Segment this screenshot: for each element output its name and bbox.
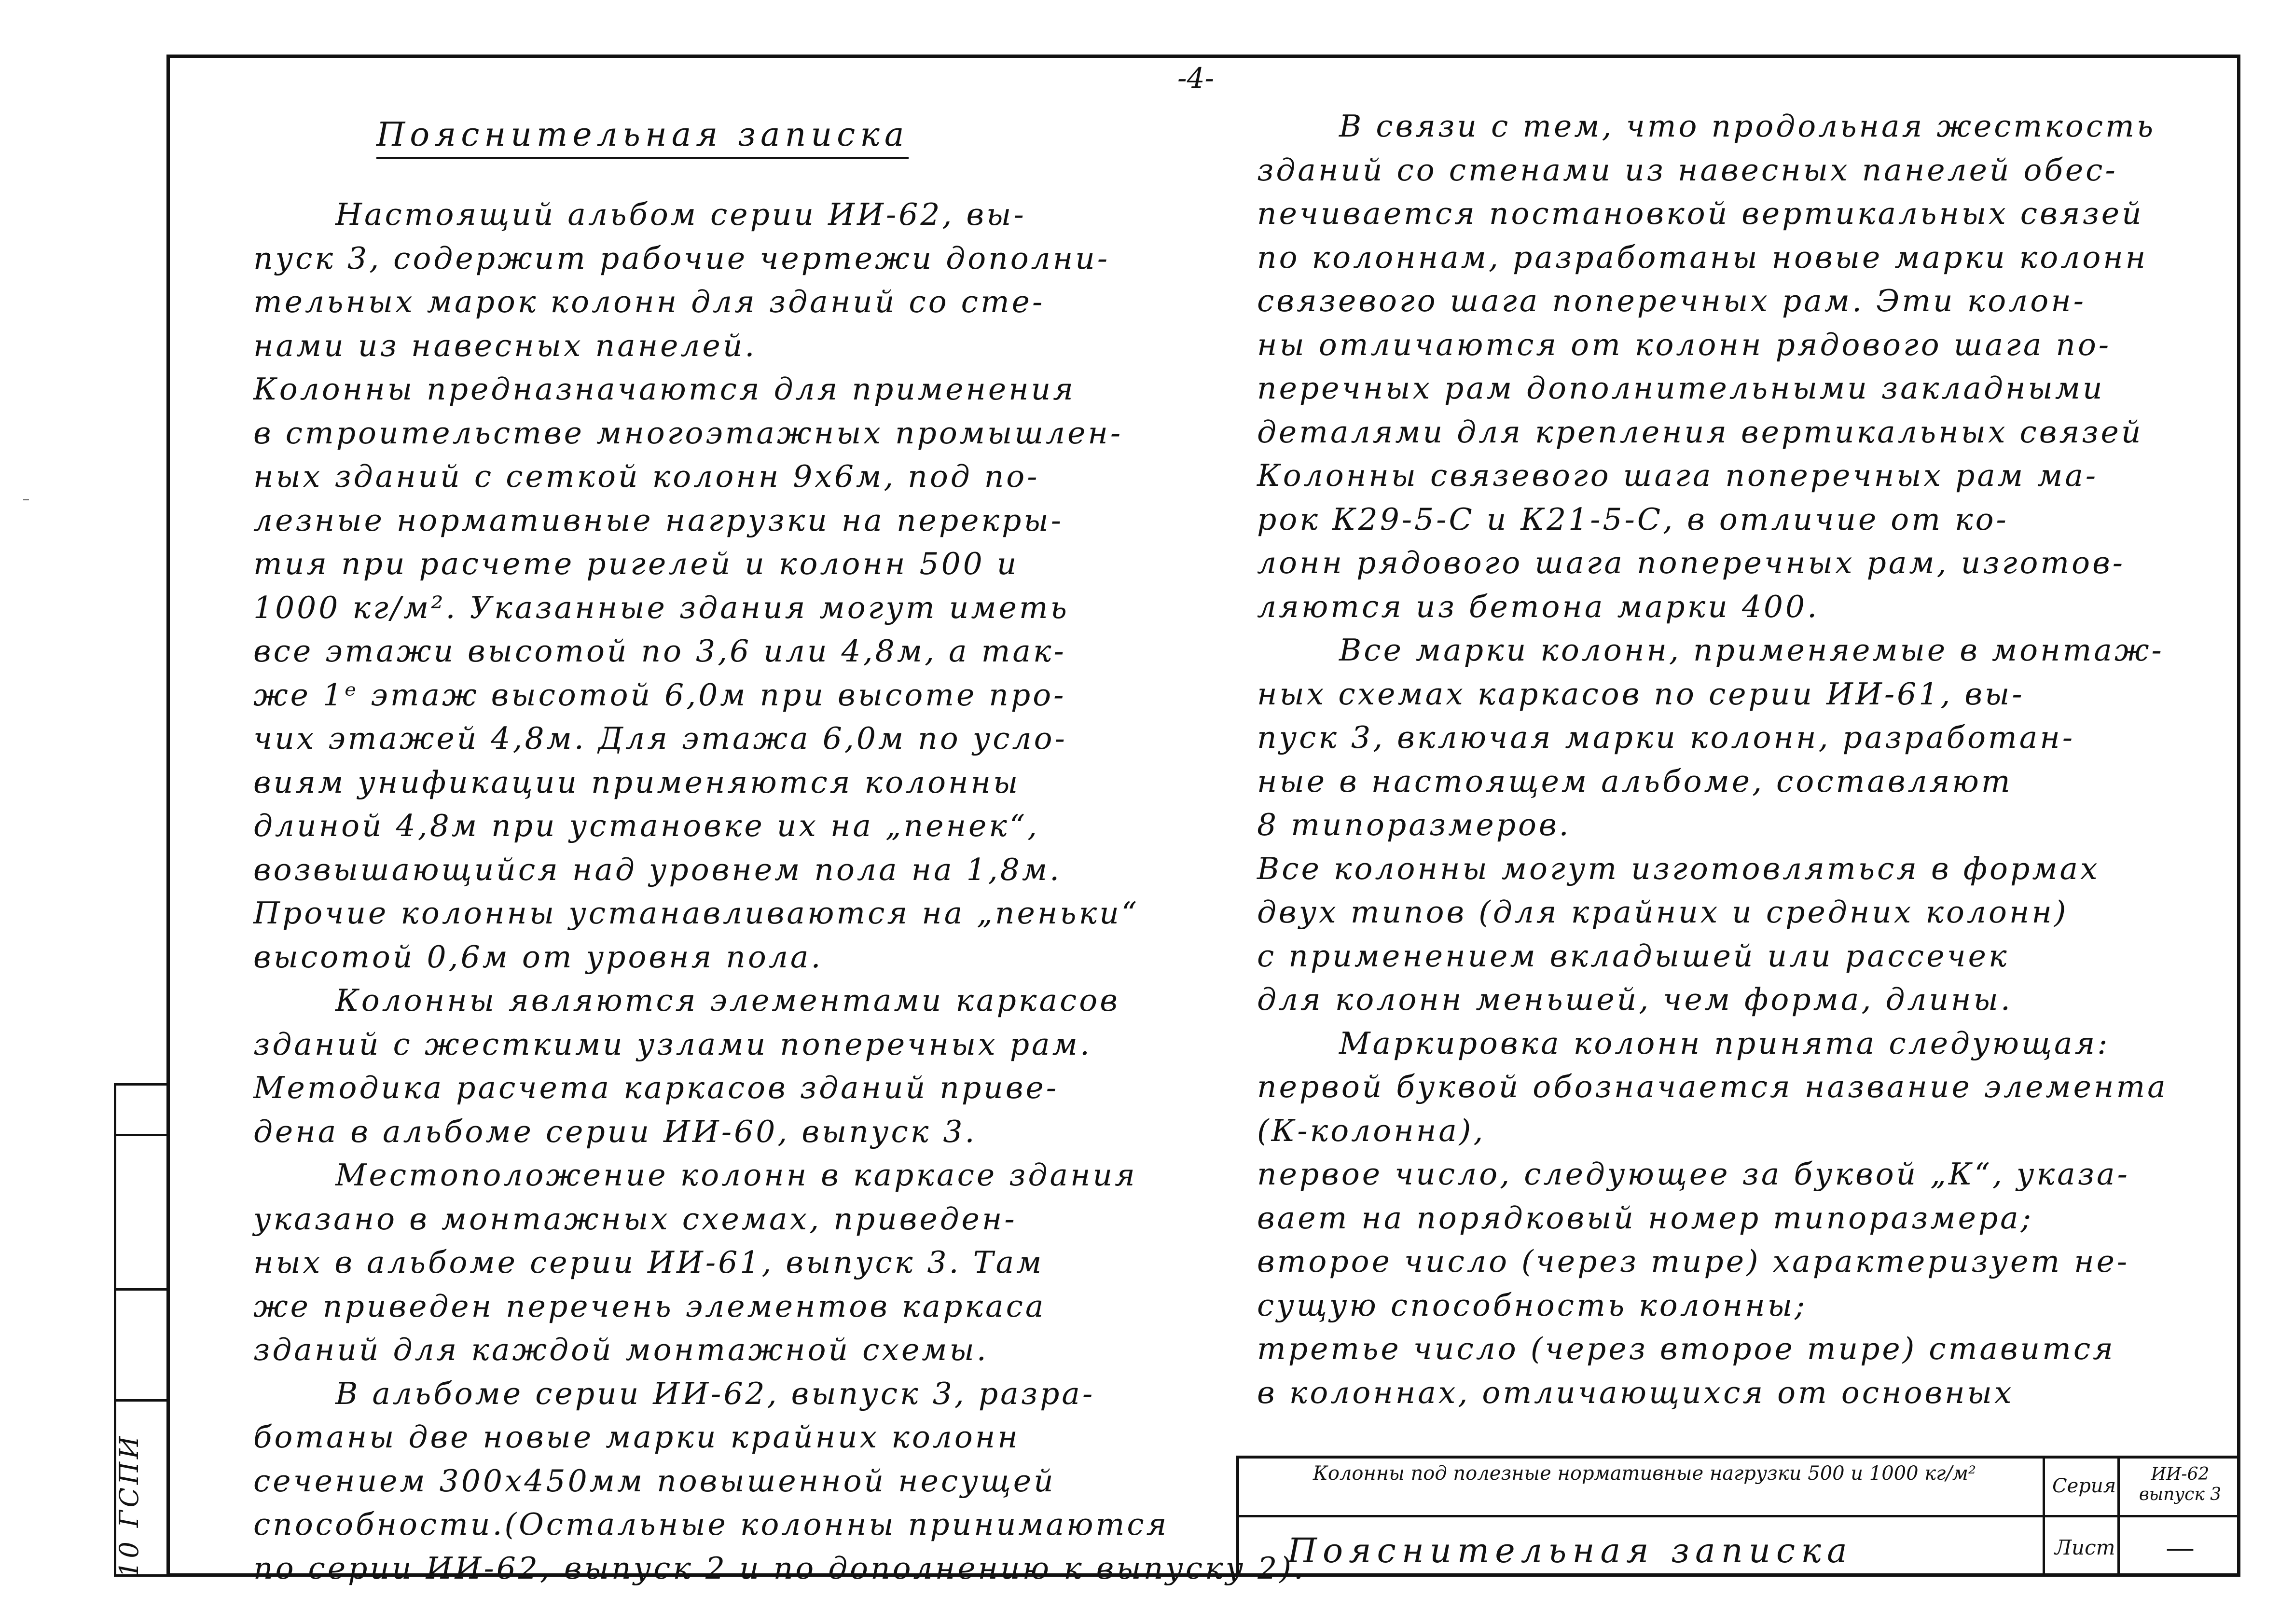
text-line: перечных рам дополнительными закладными <box>1257 371 2105 406</box>
text-line: двух типов (для крайних и средних колонн) <box>1257 895 2069 930</box>
text-line: лезные нормативные нагрузки на перекры- <box>253 502 1064 538</box>
text-line: В альбоме серии ИИ-62, выпуск 3, разра- <box>335 1376 1095 1411</box>
text-line: зданий для каждой монтажной схемы. <box>253 1332 989 1367</box>
text-line: с применением вкладышей или рассечек <box>1257 938 2009 974</box>
text-line: вает на порядковый номер типоразмера; <box>1257 1200 2033 1236</box>
text-line: зданий со стенами из навесных панелей обес- <box>1257 152 2118 188</box>
text-line: ны отличаются от колонн рядового шага по- <box>1257 327 2112 362</box>
text-line: дена в альбоме серии ИИ-60, выпуск 3. <box>253 1114 977 1149</box>
margin-divider <box>116 1134 167 1136</box>
text-line: длиной 4,8м при установке их на „пенек“, <box>253 808 1040 843</box>
text-line: сущую способность колонны; <box>1257 1287 1808 1323</box>
text-line: рок К29-5-С и К21-5-С, в отличие от ко- <box>1257 501 2009 537</box>
text-line: по колоннам, разработаны новые марки колонн <box>1257 239 2148 275</box>
text-line: первой буквой обозначается название элемента <box>1257 1069 2168 1104</box>
text-line: же 1ᵉ этаж высотой 6,0м при высоте про- <box>253 677 1066 713</box>
right-text-column <box>1257 105 2188 1415</box>
text-line: ботаны две новые марки крайних колонн <box>253 1419 1020 1455</box>
text-line: ляются из бетона марки 400. <box>1257 589 1820 624</box>
text-line: 8 типоразмеров. <box>1257 807 1571 842</box>
stray-mark <box>23 499 29 500</box>
text-line: сечением 300х450мм повышенной несущей <box>253 1463 1056 1499</box>
text-line: тия при расчете ригелей и колонн 500 и <box>253 546 1019 581</box>
text-line: пуск 3, содержит рабочие чертежи дополни- <box>253 240 1110 276</box>
title-block-stamp <box>1236 1456 2240 1577</box>
text-line: Маркировка колонн принята следующая: <box>1339 1025 2110 1061</box>
text-line: Колонны связевого шага поперечных рам ма- <box>1257 458 2099 493</box>
stamp-divider <box>2043 1459 2045 1577</box>
text-line: высотой 0,6м от уровня пола. <box>253 939 823 975</box>
text-line: пуск 3, включая марки колонн, разработан- <box>1257 720 2075 755</box>
text-line: третье число (через второе тире) ставится <box>1257 1331 2115 1366</box>
text-line: Местоположение колонн в каркасе здания <box>335 1157 1137 1193</box>
text-line: нами из навесных панелей. <box>253 328 757 363</box>
text-line: Все марки колонн, применяемые в монтаж- <box>1339 633 2164 668</box>
text-line: возвышающийся над уровнем пола на 1,8м. <box>253 852 1062 887</box>
text-line: Прочие колонны устанавливаются на „пеньки“ <box>253 895 1139 931</box>
margin-code: 10 ГСПИ <box>114 1433 144 1578</box>
stamp-sheet-label: Лист <box>2055 1536 2115 1559</box>
text-line: В связи с тем, что продольная жесткость <box>1339 109 2156 144</box>
page-number: -4- <box>1177 62 1215 95</box>
text-line: Колонны являются элементами каркасов <box>335 983 1120 1018</box>
stamp-divider <box>2117 1459 2120 1577</box>
text-line: Колонны предназначаются для применения <box>253 372 1076 407</box>
margin-divider <box>116 1399 167 1402</box>
stamp-sheet-title: Пояснительная записка <box>1287 1531 1853 1570</box>
text-line: тельных марок колонн для зданий со сте- <box>253 284 1045 319</box>
stamp-description: Колонны под полезные нормативные нагрузки 500 и 1000 кг/м² <box>1313 1462 1976 1485</box>
text-line: зданий с жесткими узлами поперечных рам. <box>253 1026 1092 1062</box>
text-line: ных зданий с сеткой колонн 9х6м, под по- <box>253 459 1040 494</box>
text-line: связевого шага поперечных рам. Эти колон- <box>1257 283 2086 318</box>
page-title: Пояснительная записка <box>376 116 909 159</box>
left-text-column <box>253 193 1306 1590</box>
text-line: деталями для крепления вертикальных связей <box>1257 414 2143 450</box>
text-line: указано в монтажных схемах, приведен- <box>253 1201 1017 1237</box>
text-line: Методика расчета каркасов зданий приве- <box>253 1070 1059 1105</box>
text-line: виям унификации применяются колонны <box>253 764 1021 800</box>
text-line: по серии ИИ-62, выпуск 2 и по дополнению к выпуску 2). <box>253 1550 1306 1586</box>
text-line: чих этажей 4,8м. Для этажа 6,0м по усло- <box>253 721 1067 756</box>
text-line: Все колонны могут изготовляться в формах <box>1257 851 2100 886</box>
text-line: все этажи высотой по 3,6 или 4,8м, а так- <box>253 633 1066 669</box>
text-line: ные в настоящем альбоме, составляют <box>1257 763 2013 799</box>
text-line: Настоящий альбом серии ИИ-62, вы- <box>335 197 1026 232</box>
text-line: в строительстве многоэтажных промышлен- <box>253 415 1123 451</box>
text-line: способности.(Остальные колонны принимаются <box>253 1507 1169 1542</box>
text-line: в колоннах, отличающихся от основных <box>1257 1375 2014 1410</box>
text-line: (К-колонна), <box>1257 1113 1486 1148</box>
text-line: первое число, следующее за буквой „К“, указа- <box>1257 1156 2130 1192</box>
text-line: ных в альбоме серии ИИ-61, выпуск 3. Там <box>253 1245 1044 1280</box>
text-line: 1000 кг/м². Указанные здания могут иметь <box>253 590 1069 625</box>
stamp-series-value: ИИ-62 выпуск 3 <box>2139 1464 2222 1504</box>
text-line: для колонн меньшей, чем форма, длины. <box>1257 982 2013 1017</box>
text-line: лонн рядового шага поперечных рам, изготов- <box>1257 545 2126 580</box>
stamp-series-label: Серия <box>2052 1475 2116 1497</box>
text-line: ных схемах каркасов по серии ИИ-61, вы- <box>1257 676 2025 712</box>
margin-divider <box>116 1288 167 1291</box>
text-line: второе число (через тире) характеризует не- <box>1257 1244 2130 1279</box>
stamp-sheet-value: — <box>2166 1531 2195 1565</box>
text-line: печивается постановкой вертикальных связей <box>1257 196 2144 231</box>
text-line: же приведен перечень элементов каркаса <box>253 1288 1046 1324</box>
